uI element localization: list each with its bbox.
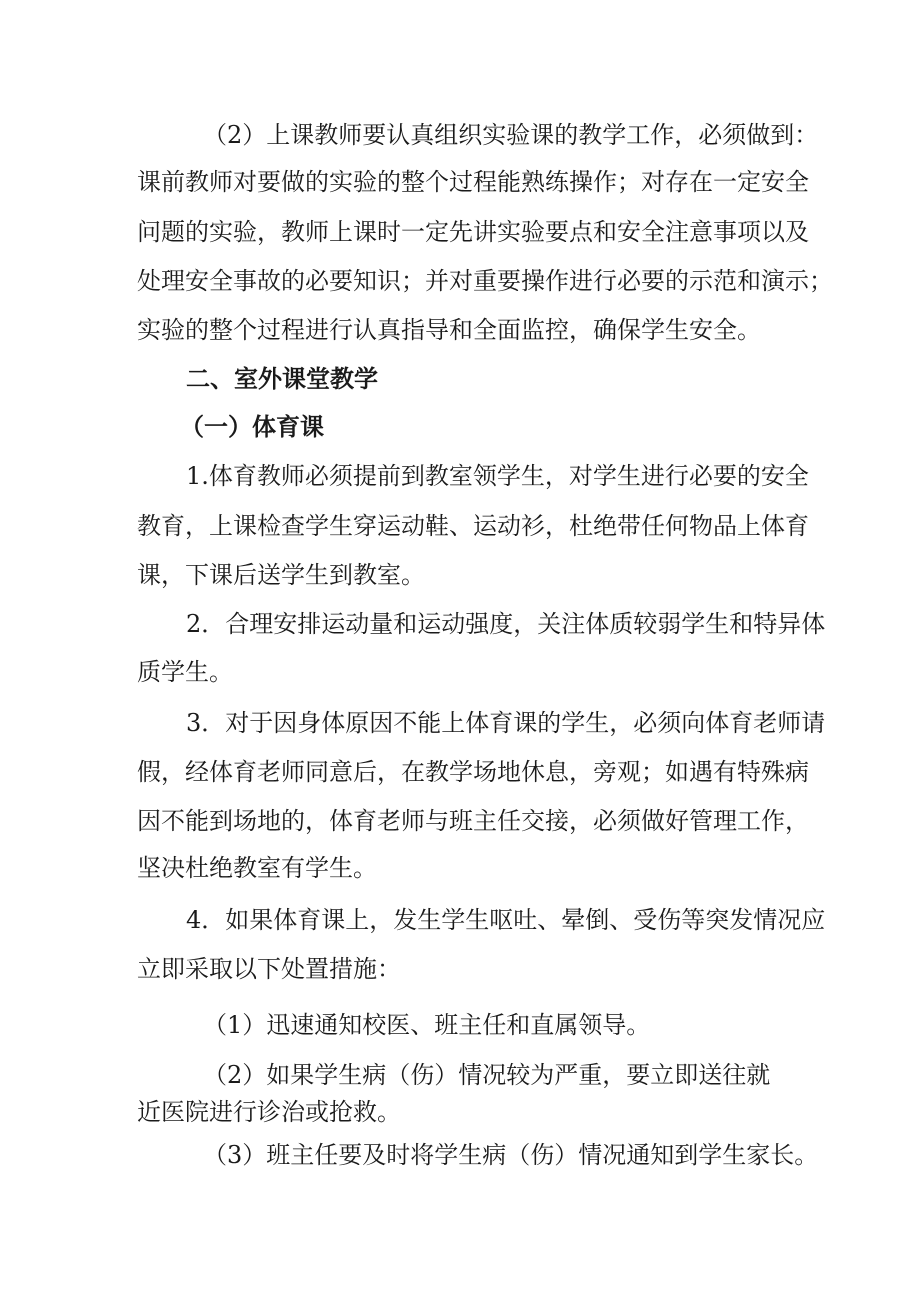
measure-3: （3）班主任要及时将学生病（伤）情况通知到学生家长。 [203, 1141, 819, 1169]
paragraph-line: 课，下课后送学生到教室。 [137, 561, 425, 589]
paragraph-line: 质学生。 [137, 658, 233, 686]
paragraph-line: 1.体育教师必须提前到教室领学生，对学生进行必要的安全 [186, 462, 809, 490]
paragraph-line: 3．对于因身体原因不能上体育课的学生，必须向体育老师请 [186, 709, 826, 737]
paragraph-line: 课前教师对要做的实验的整个过程能熟练操作；对存在一定安全 [137, 168, 809, 196]
paragraph-line: 2．合理安排运动量和运动强度，关注体质较弱学生和特异体 [186, 610, 826, 638]
section-heading: 二、室外课堂教学 [186, 365, 378, 393]
subsection-heading: （一）体育课 [180, 413, 324, 441]
paragraph-line: 问题的实验，教师上课时一定先讲实验要点和安全注意事项以及 [137, 218, 809, 246]
paragraph-line: 近医院进行诊治或抢救。 [137, 1098, 401, 1126]
paragraph-line: 因不能到场地的，体育老师与班主任交接，必须做好管理工作， [137, 807, 809, 835]
paragraph-line: 坚决杜绝教室有学生。 [137, 854, 377, 882]
paragraph-line: 教育，上课检查学生穿运动鞋、运动衫，杜绝带任何物品上体育 [137, 512, 809, 540]
paragraph-line: 假，经体育老师同意后，在教学场地休息，旁观；如遇有特殊病 [137, 758, 809, 786]
paragraph-line: （2）上课教师要认真组织实验课的教学工作，必须做到： [203, 121, 819, 149]
paragraph-line: 实验的整个过程进行认真指导和全面监控，确保学生安全。 [137, 316, 761, 344]
paragraph-line: 处理安全事故的必要知识；并对重要操作进行必要的示范和演示； [137, 267, 833, 295]
measure-1: （1）迅速通知校医、班主任和直属领导。 [203, 1011, 651, 1039]
paragraph-line: 立即采取以下处置措施： [137, 955, 401, 983]
paragraph-line: 4．如果体育课上，发生学生呕吐、晕倒、受伤等突发情况应 [186, 906, 826, 934]
paragraph-line: （2）如果学生病（伤）情况较为严重，要立即送往就 [203, 1061, 771, 1089]
